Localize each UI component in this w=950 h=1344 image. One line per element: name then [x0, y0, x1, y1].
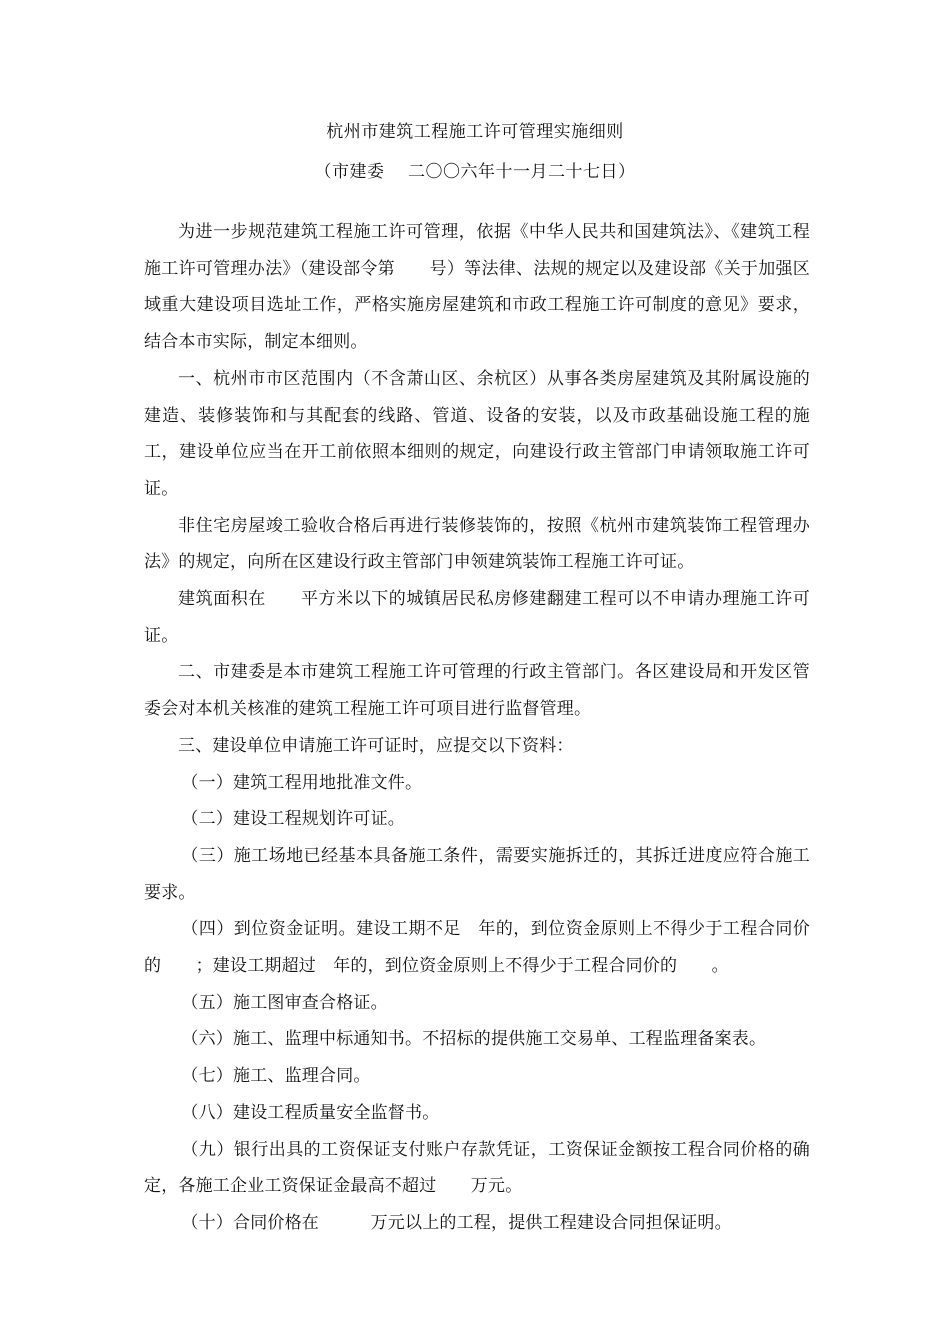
list-item: （九）银行出具的工资保证支付账户存款凭证，工资保证金额按工程合同价格的确定，各施工企业工资保证金最高不超过 万元。 — [144, 1139, 810, 1197]
list-item: （二）建设工程规划许可证。 — [181, 809, 405, 830]
paragraph-article-1: 一、杭州市市区范围内（不含萧山区、余杭区）从事各类房屋建筑及其附属设施的建造、装修装饰和与其配套的线路、管道、设备的安装，以及市政基础设施工程的施工，建设单位应当在开工前依照本细则的规定，向建设行政主管部门申请领取施工许可证。 — [144, 368, 810, 499]
paragraph-area-exemption: 建筑面积在 平方米以下的城镇居民私房修建翻建工程可以不申请办理施工许可证。 — [144, 589, 810, 646]
paragraph-article-2: 二、市建委是本市建筑工程施工许可管理的行政主管部门。各区建设局和开发区管委会对本机关核准的建筑工程施工许可项目进行监督管理。 — [144, 662, 810, 720]
list-item: （六）施工、监理中标通知书。不招标的提供施工交易单、工程监理备案表。 — [181, 1029, 767, 1050]
document-subtitle: （市建委 二〇〇六年十一月二十七日） — [314, 162, 636, 182]
paragraph-article-3: 三、建设单位申请施工许可证时，应提交以下资料： — [178, 735, 574, 756]
list-item: （五）施工图审查合格证。 — [181, 992, 388, 1013]
paragraph-preamble: 为进一步规范建筑工程施工许可管理，依据《中华人民共和国建筑法》、《建筑工程施工许可管理办法》（建设部令第 号）等法律、法规的规定以及建设部《关于加强区域重大建设项目选址工作，严格实施房屋建筑和市政工程施工许可制度的意见》要求，结合本市实际，制定本细则。 — [144, 222, 810, 353]
list-item: （十）合同价格在 万元以上的工程，提供工程建设合同担保证明。 — [181, 1212, 732, 1233]
list-item: （三）施工场地已经基本具备施工条件，需要实施拆迁的，其拆迁进度应符合施工要求。 — [144, 845, 810, 903]
list-item: （一）建筑工程用地批准文件。 — [181, 772, 423, 793]
paragraph-decoration-permit: 非住宅房屋竣工验收合格后再进行装修装饰的，按照《杭州市建筑装饰工程管理办法》的规定，向所在区建设行政主管部门申领建筑装饰工程施工许可证。 — [144, 515, 810, 573]
document-body — [144, 214, 810, 1242]
list-item: （七）施工、监理合同。 — [181, 1066, 371, 1087]
document-title: 杭州市建筑工程施工许可管理实施细则 — [326, 122, 624, 142]
list-item: （八）建设工程质量安全监督书。 — [181, 1102, 440, 1123]
list-item: （四）到位资金证明。建设工期不足 年的，到位资金原则上不得少于工程合同价的 ；建设工期超过 年的，到位资金原则上不得少于工程合同价的 。 — [144, 919, 810, 977]
